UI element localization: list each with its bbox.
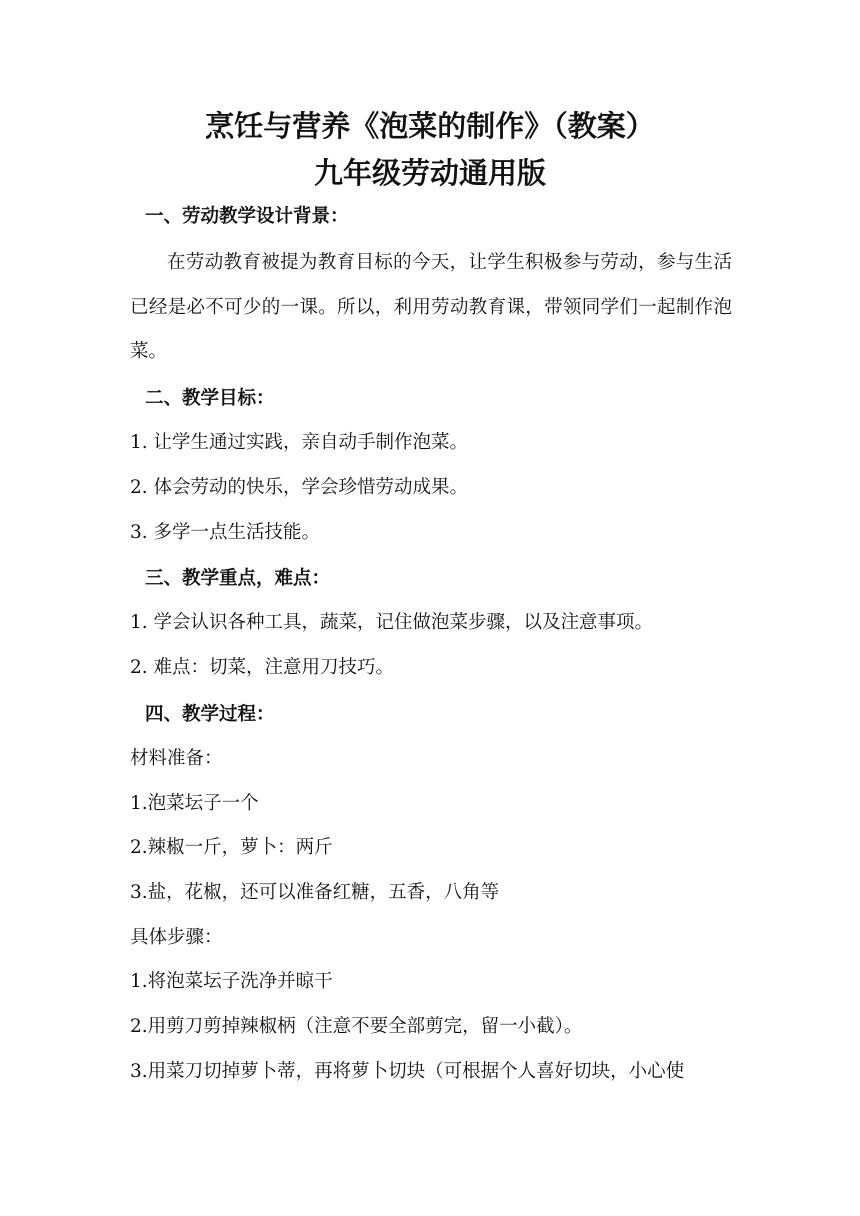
goal-item-3: 3. 多学一点生活技能。 (130, 522, 321, 543)
section-heading-goals: 二、教学目标： (145, 388, 275, 409)
document-subtitle: 九年级劳动通用版 (313, 156, 546, 190)
key-point-item-2: 2. 难点：切菜，注意用刀技巧。 (130, 657, 395, 678)
materials-label: 材料准备： (130, 748, 223, 769)
step-item-3: 3.用菜刀切掉萝卜蒂，再将萝卜切块（可根据个人喜好切块，小心使 (130, 1061, 685, 1082)
goal-item-1: 1. 让学生通过实践，亲自动手制作泡菜。 (130, 432, 469, 453)
steps-label: 具体步骤： (130, 927, 223, 948)
document-title: 烹饪与营养《泡菜的制作》（教案） (205, 109, 655, 143)
material-item-3: 3.盐，花椒，还可以准备红糖，五香，八角等 (130, 882, 500, 903)
step-item-1: 1.将泡菜坛子洗净并晾干 (130, 971, 333, 992)
section-heading-background: 一、劳动教学设计背景： (145, 206, 349, 227)
goal-item-2: 2. 体会劳动的快乐，学会珍惜劳动成果。 (130, 477, 469, 498)
material-item-2: 2.辣椒一斤，萝卜：两斤 (130, 837, 333, 858)
step-item-2: 2.用剪刀剪掉辣椒柄（注意不要全部剪完，留一小截）。 (130, 1016, 583, 1037)
section-heading-process: 四、教学过程： (145, 704, 275, 725)
key-point-item-1: 1. 学会认识各种工具，蔬菜，记住做泡菜步骤，以及注意事项。 (130, 612, 654, 633)
section-heading-key-points: 三、教学重点，难点： (145, 568, 331, 589)
material-item-1: 1.泡菜坛子一个 (130, 793, 259, 814)
background-paragraph: 在劳动教育被提为教育目标的今天，让学生积极参与劳动，参与生活已经是必不可少的一课。所以，利用劳动教育课，带领同学们一起制作泡菜。 (130, 252, 732, 362)
